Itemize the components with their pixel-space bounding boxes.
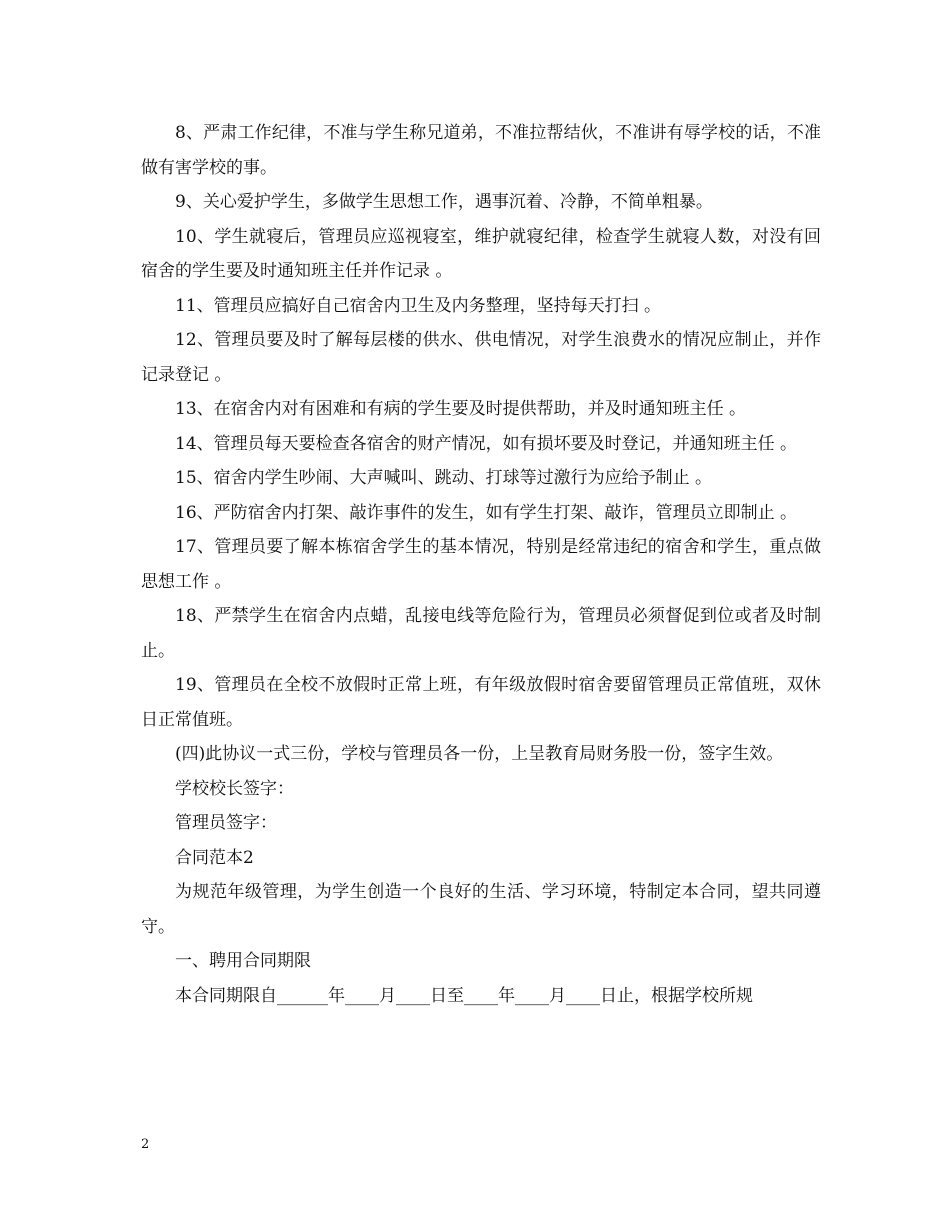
paragraph-contract-period: 本合同期限自______年____月____日至____年____月____日止，根据学校所规 bbox=[175, 985, 753, 1006]
page-number: 2 bbox=[141, 1137, 150, 1152]
paragraph-rule-8: 8、严肃工作纪律，不准与学生称兄道弟，不准拉帮结伙，不准讲有辱学校的话，不准做有害学校的事。 bbox=[141, 123, 821, 178]
paragraph-rule-11: 11、管理员应搞好自己宿舍内卫生及内务整理，坚持每天打扫 。 bbox=[175, 295, 662, 316]
paragraph-rule-10: 10、学生就寝后，管理员应巡视寝室，维护就寝纪律，检查学生就寝人数，对没有回宿舍的学生要及时通知班主任并作记录 。 bbox=[141, 226, 821, 281]
section-heading-contract-period: 一、聘用合同期限 bbox=[175, 951, 311, 971]
paragraph-agreement-copies: (四)此协议一式三份，学校与管理员各一份，上呈教育局财务股一份，签字生效。 bbox=[175, 744, 784, 764]
paragraph-rule-14: 14、管理员每天要检查各宿舍的财产情况，如有损坏要及时登记，并通知班主任 。 bbox=[175, 433, 798, 454]
paragraph-rule-19: 19、管理员在全校不放假时正常上班，有年级放假时宿舍要留管理员正常值班，双休日正常值班。 bbox=[141, 675, 821, 730]
administrator-signature-line: 管理员签字： bbox=[175, 813, 277, 833]
principal-signature-line: 学校校长签字： bbox=[175, 778, 294, 799]
paragraph-rule-15: 15、宿舍内学生吵闹、大声喊叫、跳动、打球等过激行为应给予制止 。 bbox=[175, 468, 713, 488]
contract-sample-heading: 合同范本2 bbox=[175, 847, 254, 868]
paragraph-rule-16: 16、严防宿舍内打架、敲诈事件的发生，如有学生打架、敲诈，管理员立即制止 。 bbox=[175, 502, 798, 523]
paragraph-rule-13: 13、在宿舍内对有困难和有病的学生要及时提供帮助，并及时通知班主任 。 bbox=[175, 399, 747, 419]
document-body bbox=[141, 116, 821, 1013]
paragraph-rule-9: 9、关心爱护学生，多做学生思想工作，遇事沉着、冷静，不简单粗暴。 bbox=[175, 192, 713, 212]
paragraph-rule-18: 18、严禁学生在宿舍内点蜡，乱接电线等危险行为，管理员必须督促到位或者及时制止。 bbox=[141, 606, 821, 661]
paragraph-rule-12: 12、管理员要及时了解每层楼的供水、供电情况，对学生浪费水的情况应制止，并作记录登记 。 bbox=[141, 330, 821, 385]
paragraph-contract-purpose: 为规范年级管理，为学生创造一个良好的生活、学习环境，特制定本合同，望共同遵守。 bbox=[141, 882, 821, 937]
paragraph-rule-17: 17、管理员要了解本栋宿舍学生的基本情况，特别是经常违纪的宿舍和学生，重点做思想工作 。 bbox=[141, 537, 821, 592]
